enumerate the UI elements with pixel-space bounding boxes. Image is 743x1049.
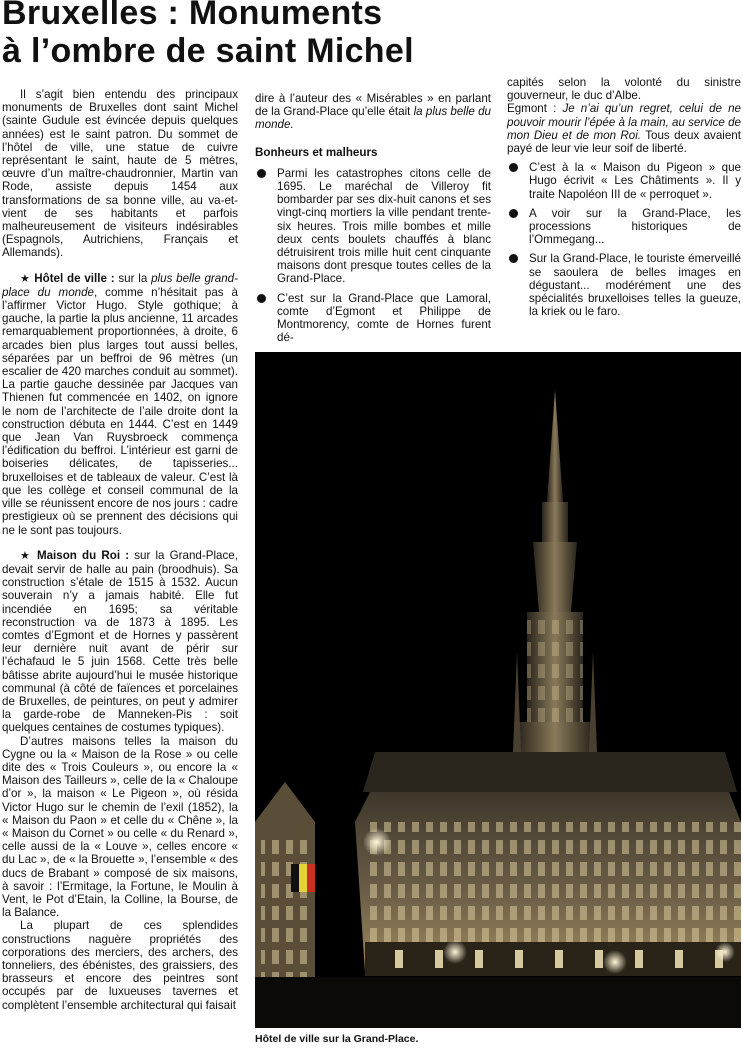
title-line-2: à l’ombre de saint Michel [2, 32, 414, 70]
section-heading: Bonheurs et malheurs [255, 145, 378, 159]
bullet-item: A voir sur la Grand-Place, les processions historiques de l’Ommegang... [507, 207, 741, 247]
bullet-dot-icon [509, 163, 518, 172]
bullet-dot-icon [509, 254, 518, 263]
hotel-de-ville-heading: Hôtel de ville : [34, 271, 115, 285]
bullet-item: Sur la Grand-Place, le touriste émerveillé se saoulera de belles images en dégustant... modérément une des spécialités bruxelloises telles la gueuze, la kriek ou le faro. [507, 252, 741, 318]
bullet-dot-icon [257, 294, 266, 303]
photo-illustration [255, 352, 741, 1028]
continuation-paragraph: dire à l’auteur des « Misérables » en parlant de la Grand-Place qu’elle était la plus belle du monde. [255, 92, 491, 132]
photo-caption: Hôtel de ville sur la Grand-Place. [255, 1033, 419, 1045]
autres-maisons-paragraph: D’autres maisons telles la maison du Cygne ou la « Maison de la Rose » ou celle dite des « Trois Couleurs », ou encore la « Maison des Tailleurs », celle de la « Chaloupe d’or », la maison « Le Pigeon », où résida Victor Hugo sur le chemin de l’exil (1852), la « Maison du Paon » et celle du « Chêne », la « Maison du Cornet » ou celle « du Renard », celle aussi de la « Louve », celles encore « du Lac », de « la Brouette », l’ensemble « des ducs de Brabant » composé de six maisons, à savoir : l’Ermitage, la Fortune, le Moulin à Vent, le Pot d’Etain, la Colline, la Bourse, de la Balance. [2, 734, 238, 920]
egmont-quote: Je n’ai qu’un regret, celui de ne pouvoir mourir l’épée à la main, au service de mon Dieu et de mon Roi. [507, 102, 741, 142]
continuation-paragraph: capités selon la volonté du sinistre gouverneur, le duc d’Albe. [507, 76, 741, 103]
bullet-item: C’est sur la Grand-Place que Lamoral, comte d’Egmont et Philippe de Montmorency, comte de Hornes furent dé- [255, 292, 491, 345]
maison-du-roi-heading: Maison du Roi : [36, 548, 130, 562]
maison-du-roi-paragraph: ★ Maison du Roi : sur la Grand-Place, devait servir de halle au pain (broodhuis). Sa construction s’étale de 1515 à 1532. Aucun souverain n’y a jamais habité. Elle fut incendiée en 1695; sa véritable reconstruction va de 1873 à 1895. Les comtes d’Egmont et de Hornes y passèrent leur dernière nuit avant de périr sur l’échafaud le 5 juin 1568. Cette très belle bâtisse abrite aujourd’hui le musée historique communal (à côté de faïences et porcelaines de Bruxelles, de peintures, on peut y admirer la garde-robe de Manneken-Pis : soit quelques centaines de costumes typiques). [2, 548, 238, 735]
hugo-quote: la plus belle du monde. [255, 105, 491, 132]
column-2 [255, 92, 491, 350]
star-icon: ★ [20, 272, 31, 285]
article-title [2, 0, 742, 70]
column-3 [507, 76, 741, 324]
hotel-de-ville-paragraph: ★ Hôtel de ville : sur la plus belle grand-place du monde, comme n’hésitait pas à l’affirmer Victor Hugo. Style gothique; à gauche, la partie la plus ancienne, 11 arcades remarquablement proportionnées, à droite, 6 arcades bien plus larges tout aussi belles, séparées par un beffroi de 96 mètres (un escalier de 420 marches conduit au sommet). La partie gauche dessinée par Jacques van Thienen fut commencée en 1402, on ignore le nom de l’architecte de l’aile droite dont la construction débuta en 1444. C’est en 1449 que Jean Van Ruysbroeck commença l’édification du beffroi. L’intérieur est garni de boiseries délicates, de tapisseries... bruxelloises et de tableaux de valeur. C’est là que les collège et conseil communal de la ville se réunissent encore de nos jours : cadre prestigieux où se prennent des décisions qui ne le sont pas toujours. [2, 271, 238, 537]
corporations-paragraph: La plupart de ces splendides constructions naguère propriétés des corporations des merciers, des archers, des tonneliers, des ébénistes, des graissiers, des brasseurs et encore des peintres sont occupés par de luxueuses tavernes et complètent l’ensemble architectural qui faisait [2, 919, 238, 1012]
hotel-quote: plus belle grand-place du monde [2, 271, 238, 299]
intro-paragraph: Il s’agit bien entendu des principaux monuments de Bruxelles dont saint Michel (sainte Gudule est évincée depuis quelques années) est le saint patron. Du sommet de l’hôtel de ville, une statue de cuivre représentant le saint, haute de 5 mètres, œuvre d’un maître-chaudronnier, Martin van Rode, assiste depuis 1454 aux transformations de sa bonne ville, au va-et-vient de ses habitants et parfois malheureusement de visiteurs indésirables (Espagnols, Autrichiens, Français et Allemands). [2, 88, 238, 260]
bullet-item: C’est à la « Maison du Pigeon » que Hugo écrivit « Les Châtiments ». Il y traite Napoléon III de « perroquet ». [507, 161, 741, 201]
title-line-1: Bruxelles : Monuments [2, 0, 383, 32]
hotel-de-ville-photo [255, 352, 741, 1028]
column-1 [2, 88, 238, 1012]
bullet-item: Parmi les catastrophes citons celle de 1695. Le maréchal de Villeroy fit bombarder par ses dix-huit canons et ses vingt-cinq mortiers la ville pendant trente-six heures. Trois mille bombes et mille deux cents boulets chauffés à blanc détruisirent trois mille huit cent cinquante maisons dont presque toutes celles de la Grand-Place. [255, 167, 491, 286]
egmont-quote-paragraph: Egmont : Je n’ai qu’un regret, celui de ne pouvoir mourir l’épée à la main, au service de mon Dieu et de mon Roi. Tous deux avaient payé de leur vie leur soif de liberté. [507, 102, 741, 156]
star-icon: ★ [20, 549, 32, 562]
bullet-dot-icon [509, 209, 518, 218]
bullet-dot-icon [257, 169, 266, 178]
